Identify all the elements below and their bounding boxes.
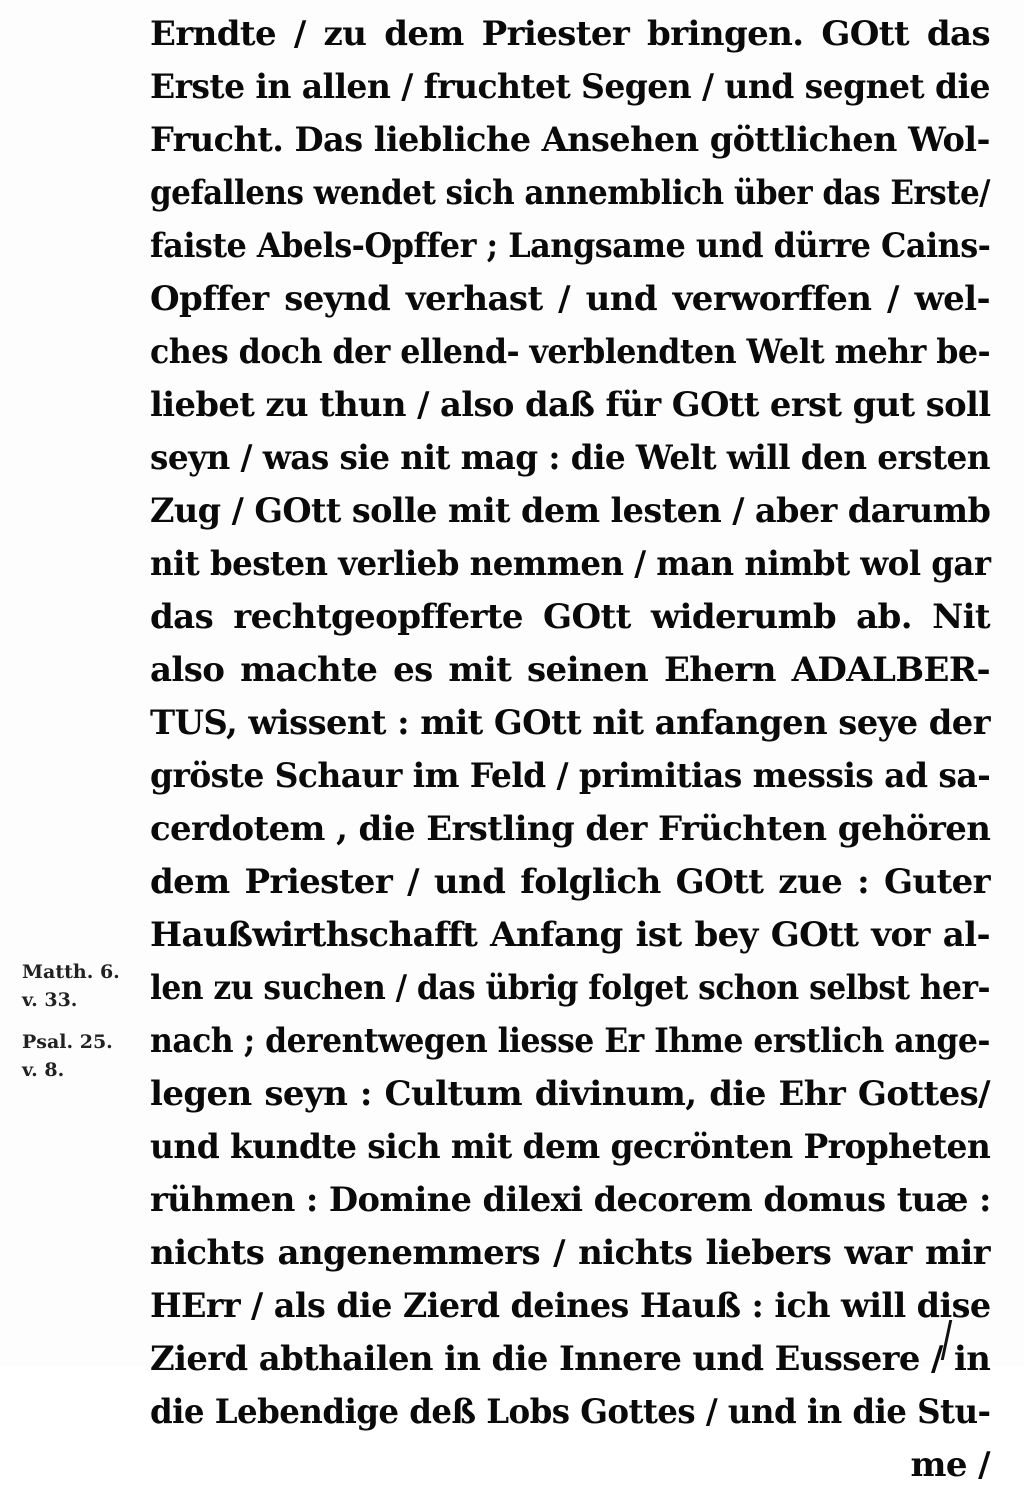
text-line: die Lebendige deß Lobs Gottes / und in die Stu-: [150, 1392, 991, 1432]
text-line: cerdotem , die Erstling der Früchten gehören: [150, 809, 991, 849]
text-line: dem Priester / und folglich GOtt zue : Guter: [150, 862, 990, 902]
margin-note-verse: v. 8.: [22, 1059, 65, 1081]
text-line: Erste in allen / fruchtet Segen / und segnet die: [150, 67, 990, 107]
text-line: Zug / GOtt solle mit dem lesten / aber darumb: [150, 491, 991, 531]
margin-notes: [22, 958, 152, 1084]
text-line: gröste Schaur im Feld / primitias messis ad sa-: [150, 756, 991, 796]
text-line: Zierd abthailen in die Innere und Eussere / in: [150, 1339, 991, 1379]
text-line: Erndte / zu dem Priester bringen. GOtt das: [150, 14, 990, 54]
text-line: seyn / was sie nit mag : die Welt will den ersten: [150, 438, 990, 478]
text-line: liebet zu thun / also daß für GOtt erst gut soll: [150, 385, 991, 425]
text-line: len zu suchen / das übrig folget schon selbst her-: [150, 968, 990, 1008]
margin-note-verse: v. 33.: [22, 989, 78, 1011]
margin-note-reference: Matth. 6.: [22, 961, 120, 983]
text-line: nichts angenemmers / nichts liebers war mir: [150, 1233, 990, 1273]
text-line: Frucht. Das liebliche Ansehen göttlichen Wol-: [150, 120, 990, 160]
text-line: TUS, wissent : mit GOtt nit anfangen seye der: [150, 703, 990, 743]
text-line-catchword: me /: [910, 1445, 990, 1485]
text-line: ches doch der ellend- verblendten Welt mehr be-: [150, 332, 991, 372]
text-line: HErr / als die Zierd deines Hauß : ich will dise: [150, 1286, 991, 1326]
body-text: [150, 8, 990, 1492]
text-line: das rechtgeopfferte GOtt widerumb ab. Nit: [150, 597, 990, 637]
text-line: legen seyn : Cultum divinum, die Ehr Gottes/: [150, 1074, 990, 1114]
text-line: Opffer seynd verhast / und verworffen / wel-: [150, 279, 990, 319]
margin-note-reference: Psal. 25.: [22, 1031, 113, 1053]
text-line: Haußwirthschafft Anfang ist bey GOtt vor al-: [150, 915, 990, 955]
text-line: rühmen : Domine dilexi decorem domus tuæ :: [150, 1180, 991, 1220]
text-line: also machte es mit seinen Ehern ADALBER-: [150, 650, 990, 690]
text-line: nach ; derentwegen liesse Er Ihme erstlich ange-: [150, 1021, 990, 1061]
text-line: gefallens wendet sich annemblich über das Erste/: [150, 173, 990, 213]
text-line: faiste Abels-Opffer ; Langsame und dürre Cains-: [150, 226, 991, 266]
text-line: nit besten verlieb nemmen / man nimbt wol gar: [150, 544, 991, 584]
text-line: und kundte sich mit dem gecrönten Propheten: [150, 1127, 991, 1167]
